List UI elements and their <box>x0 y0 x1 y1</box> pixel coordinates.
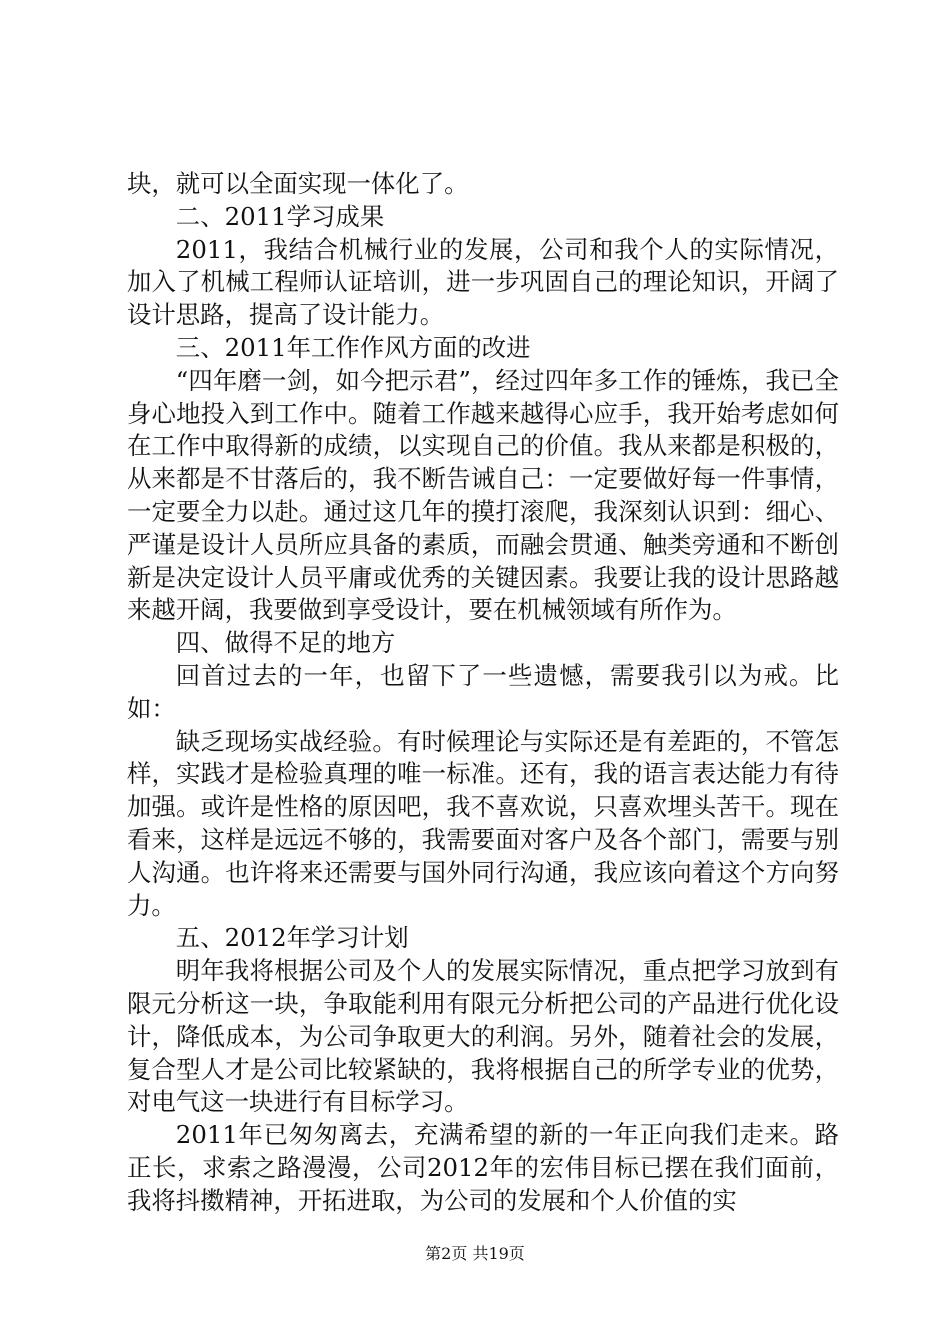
paragraph-closing: 2011年已匆匆离去，充满希望的新的一年正向我们走来。路正长，求索之路漫漫，公司2012年的宏伟目标已摆在我们面前，我将抖擞精神，开拓进取，为公司的发展和个人价值的实 <box>127 1120 839 1215</box>
paragraph-2012-plan: 明年我将根据公司及个人的发展实际情况，重点把学习放到有限元分析这一块，争取能利用有限元分析把公司的产品进行优化设计，降低成本，为公司争取更大的利润。另外，随着社会的发展，复合型人才是公司比较紧缺的，我将根据自己的所学专业的优势，对电气这一块进行有目标学习。 <box>127 956 839 1117</box>
paragraph-study-results: 2011，我结合机械行业的发展，公司和我个人的实际情况，加入了机械工程师认证培训，进一步巩固自己的理论知识，开阔了设计思路，提高了设计能力。 <box>127 234 839 330</box>
document-body <box>127 168 839 1218</box>
section-heading-2012-plan: 五、2012年学习计划 <box>175 923 409 953</box>
paragraph-shortcomings-detail: 缺乏现场实战经验。有时候理论与实际还是有差距的，不管怎样，实践才是检验真理的唯一标准。还有，我的语言表达能力有待加强。或许是性格的原因吧，我不喜欢说，只喜欢埋头苦干。现在看来，这样是远远不够的，我需要面对客户及各个部门，需要与别人沟通。也许将来还需要与国外同行沟通，我应该向着这个方向努力。 <box>127 726 839 920</box>
paragraph-work-style: “四年磨一剑，如今把示君”，经过四年多工作的锤炼，我已全身心地投入到工作中。随着工作越来越得心应手，我开始考虑如何在工作中取得新的成绩，以实现自己的价值。我从来都是积极的，从来都是不甘落后的，我不断告诫自己：一定要做好每一件事情，一定要全力以赴。通过这几年的摸打滚爬，我深刻认识到：细心、严谨是设计人员所应具备的素质，而融会贯通、触类旁通和不断创新是决定设计人员平庸或优秀的关键因素。我要让我的设计思路越来越开阔，我要做到享受设计，要在机械领域有所作为。 <box>127 365 839 625</box>
page-number-footer: 第2页 共19页 <box>425 1244 525 1263</box>
section-heading-2011-study-results: 二、2011学习成果 <box>175 201 385 231</box>
paragraph-shortcomings-intro: 回首过去的一年，也留下了一些遗憾，需要我引以为戒。比如： <box>127 660 839 723</box>
section-heading-shortcomings: 四、做得不足的地方 <box>175 628 396 658</box>
paragraph-continuation: 块，就可以全面实现一体化了。 <box>127 169 469 198</box>
section-heading-work-style: 三、2011年工作作风方面的改进 <box>175 332 531 362</box>
